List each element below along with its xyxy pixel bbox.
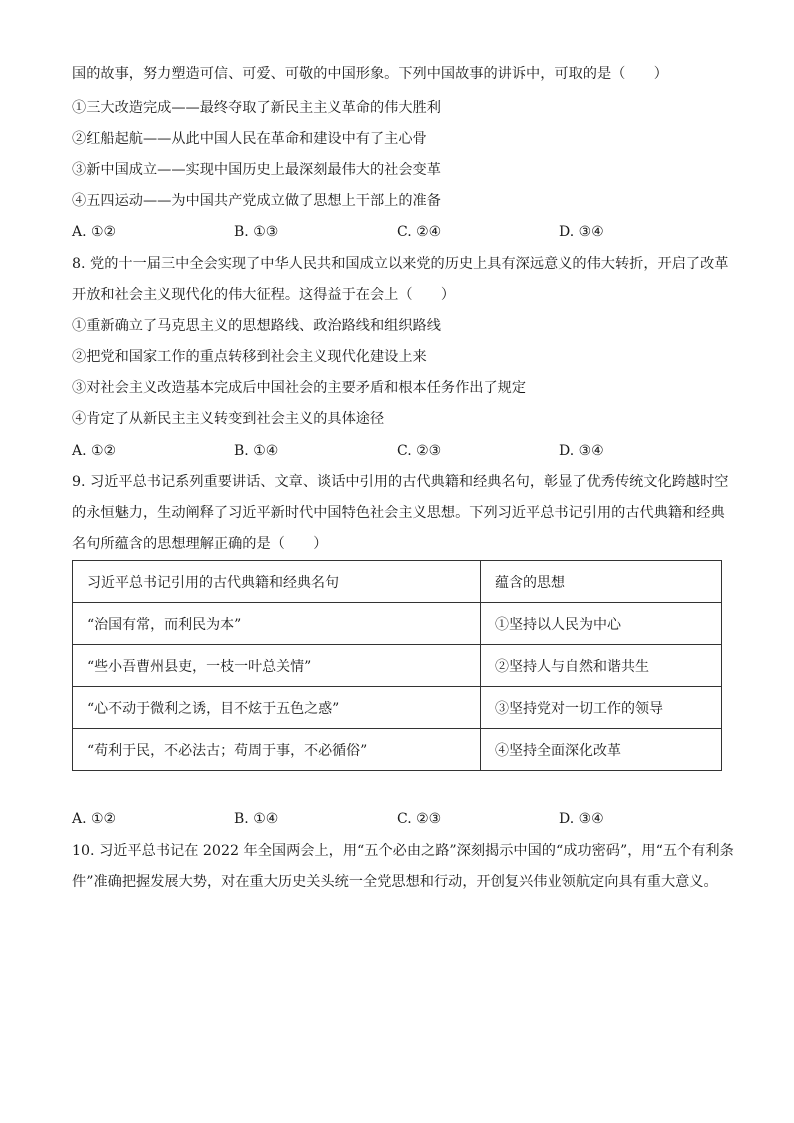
table-cell-quote: “治国有常，而利民为本”: [73, 603, 481, 645]
q9-option-d[interactable]: D. ③④: [559, 811, 604, 827]
q9-option-c[interactable]: C. ②③: [397, 811, 442, 827]
table-header-row: [73, 561, 722, 603]
q7-option-d[interactable]: D. ③④: [559, 224, 604, 240]
q9-stem-line1: 9. 习近平总书记系列重要讲话、文章、谈话中引用的古代典籍和经典名句，彰显了优秀传统文化跨越时空: [72, 474, 729, 490]
q8-option-a[interactable]: A. ①②: [72, 443, 117, 459]
table-cell-quote: “些小吾曹州县吏，一枝一叶总关情”: [73, 645, 481, 687]
table-row: [73, 687, 722, 729]
q8-item-4: ④肯定了从新民主主义转变到社会主义的具体途径: [72, 411, 385, 427]
q7-item-2: ②红船起航——从此中国人民在革命和建设中有了主心骨: [72, 131, 427, 147]
table-cell-quote: “心不动于微利之诱，目不炫于五色之惑”: [73, 687, 481, 729]
q9-option-a[interactable]: A. ①②: [72, 811, 117, 827]
q8-stem-line2: 开放和社会主义现代化的伟大征程。这得益于在会上（ ）: [72, 287, 456, 303]
q9-option-b[interactable]: B. ①④: [234, 811, 279, 827]
table-header-thought: 蕴含的思想: [481, 561, 722, 603]
q8-option-d[interactable]: D. ③④: [559, 443, 604, 459]
table-cell-thought: ①坚持以人民为中心: [481, 603, 722, 645]
q9-table: [72, 560, 722, 771]
q7-item-1: ①三大改造完成——最终夺取了新民主主义革命的伟大胜利: [72, 100, 441, 116]
q8-option-c[interactable]: C. ②③: [397, 443, 442, 459]
q7-option-c[interactable]: C. ②④: [397, 224, 442, 240]
q10-stem-line2: 件”准确把握发展大势，对在重大历史关头统一全党思想和行动，开创复兴伟业领航定向具有重大意义。: [72, 874, 718, 890]
table-cell-thought: ②坚持人与自然和谐共生: [481, 645, 722, 687]
table-row: [73, 645, 722, 687]
q10-stem-line1: 10. 习近平总书记在 2022 年全国两会上，用“五个必由之路”深刻揭示中国的“成功密码”，用“五个有利条: [72, 843, 734, 859]
q7-stem-tail: 国的故事，努力塑造可信、可爱、可敬的中国形象。下列中国故事的讲诉中，可取的是（ ）: [72, 66, 668, 82]
table-cell-thought: ③坚持党对一切工作的领导: [481, 687, 722, 729]
q7-item-4: ④五四运动——为中国共产党成立做了思想上干部上的准备: [72, 193, 441, 209]
q7-item-3: ③新中国成立——实现中国历史上最深刻最伟大的社会变革: [72, 162, 441, 178]
q8-item-1: ①重新确立了马克思主义的思想路线、政治路线和组织路线: [72, 318, 441, 334]
q9-stem-line2: 的永恒魅力，生动阐释了习近平新时代中国特色社会主义思想。下列习近平总书记引用的古代典籍和经典: [72, 505, 725, 521]
q9-stem-line3: 名句所蕴含的思想理解正确的是（ ）: [72, 536, 328, 552]
table-row: [73, 729, 722, 771]
q7-option-a[interactable]: A. ①②: [72, 224, 117, 240]
table-row: [73, 603, 722, 645]
q8-option-b[interactable]: B. ①④: [234, 443, 279, 459]
q8-item-3: ③对社会主义改造基本完成后中国社会的主要矛盾和根本任务作出了规定: [72, 380, 527, 396]
q8-stem-line1: 8. 党的十一届三中全会实现了中华人民共和国成立以来党的历史上具有深远意义的伟大转折，开启了改革: [72, 256, 729, 272]
q8-item-2: ②把党和国家工作的重点转移到社会主义现代化建设上来: [72, 349, 427, 365]
table-header-quote: 习近平总书记引用的古代典籍和经典名句: [73, 561, 481, 603]
table-cell-quote: “苟利于民，不必法古；苟周于事，不必循俗”: [73, 729, 481, 771]
table-cell-thought: ④坚持全面深化改革: [481, 729, 722, 771]
q7-option-b[interactable]: B. ①③: [234, 224, 279, 240]
